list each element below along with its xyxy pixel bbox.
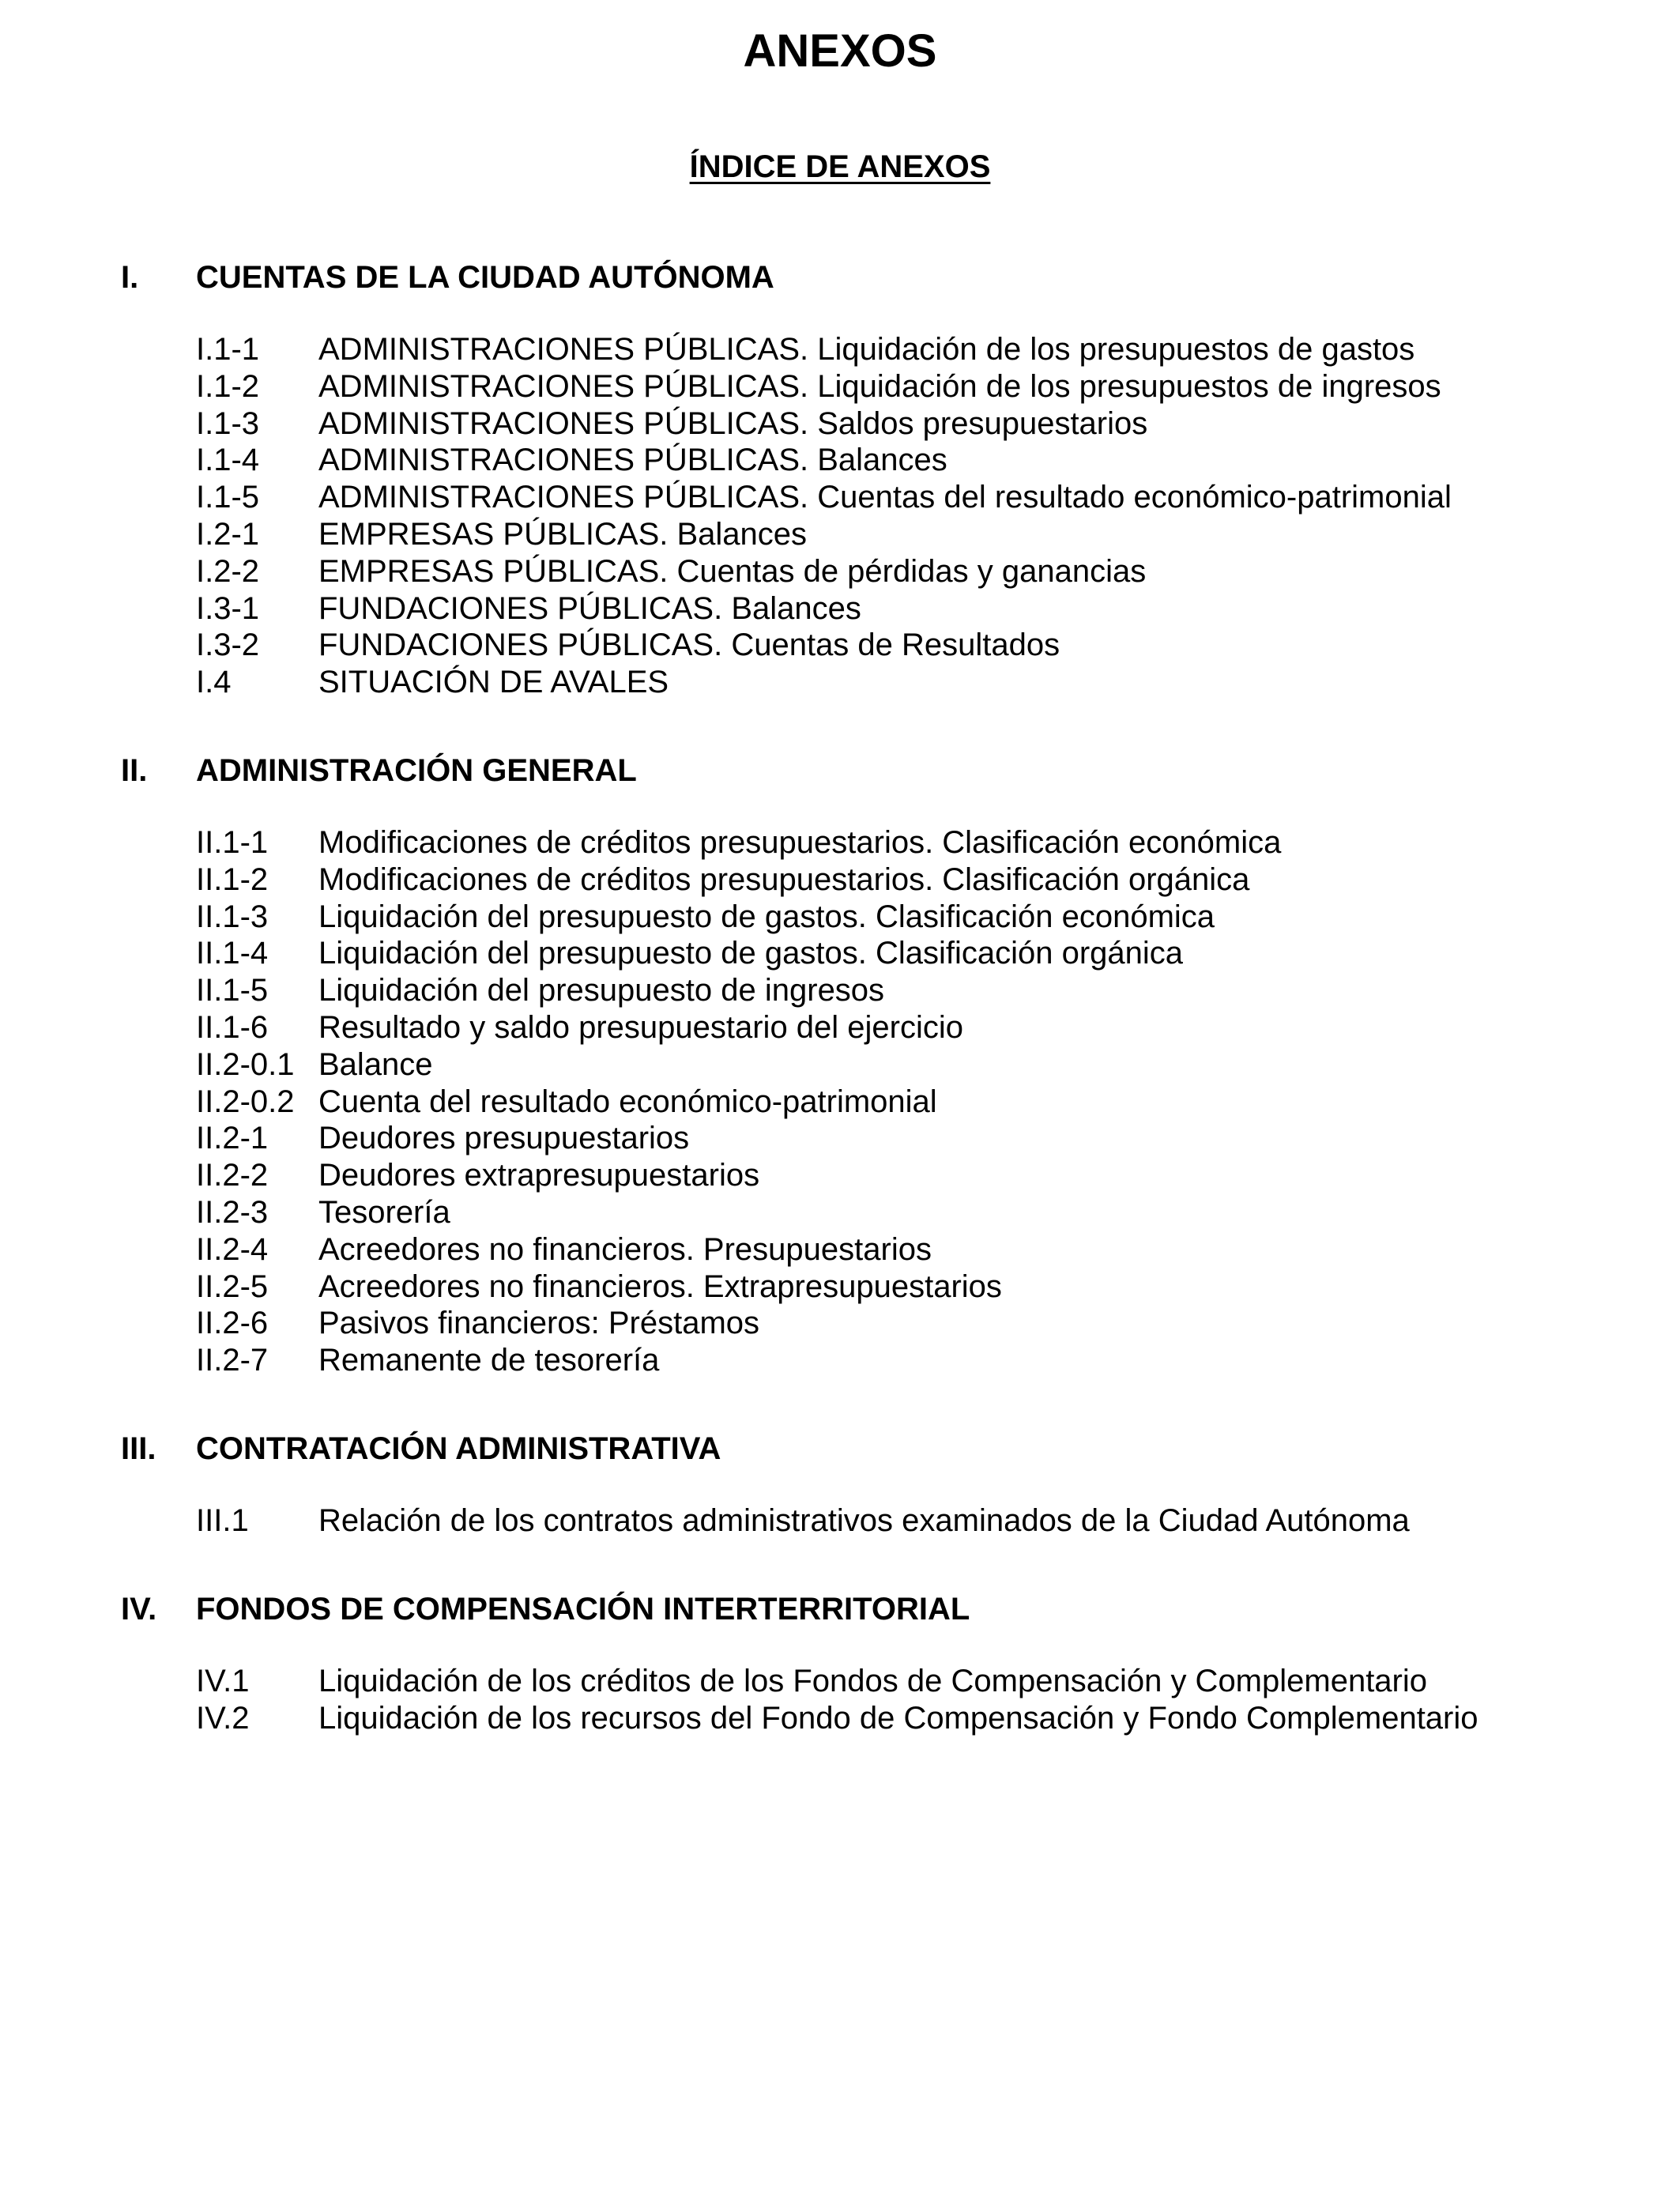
item-code: I.3-1 [196, 590, 260, 626]
item-code: I.3-2 [196, 628, 260, 663]
section-numeral: IV. [121, 1592, 157, 1627]
item-code: II.2-1 [196, 1121, 269, 1156]
item-description: Cuenta del resultado económico-patrimonial [318, 1084, 937, 1119]
item-description: Liquidación del presupuesto de gastos. Clasificación orgánica [318, 936, 1184, 971]
item-code: II.1-3 [196, 899, 269, 934]
item-description: EMPRESAS PÚBLICAS. Cuentas de pérdidas y ganancias [318, 553, 1147, 589]
section-title: CUENTAS DE LA CIUDAD AUTÓNOMA [196, 260, 774, 295]
item-description: SITUACIÓN DE AVALES [318, 665, 669, 700]
item-code: I.1-1 [196, 332, 260, 367]
item-description: ADMINISTRACIONES PÚBLICAS. Balances [318, 443, 947, 478]
item-code: II.2-3 [196, 1194, 269, 1230]
item-description: Liquidación de los recursos del Fondo de Compensación y Fondo Complementario [318, 1700, 1478, 1736]
item-code: II.2-6 [196, 1306, 269, 1341]
item-description: Deudores extrapresupuestarios [318, 1158, 760, 1193]
item-description: ADMINISTRACIONES PÚBLICAS. Cuentas del resultado económico-patrimonial [318, 480, 1452, 515]
index-subtitle [0, 147, 1680, 187]
item-description: FUNDACIONES PÚBLICAS. Balances [318, 590, 861, 626]
item-description: Remanente de tesorería [318, 1343, 660, 1378]
item-description: Balance [318, 1046, 433, 1082]
item-code: II.2-0.1 [196, 1046, 295, 1082]
item-code: II.2-5 [196, 1269, 269, 1304]
section-title: FONDOS DE COMPENSACIÓN INTERTERRITORIAL [196, 1592, 970, 1627]
item-description: Liquidación del presupuesto de gastos. Clasificación económica [318, 899, 1215, 934]
page-title: ANEXOS [743, 25, 937, 77]
index-subtitle-text: ÍNDICE DE ANEXOS [689, 149, 991, 184]
section-numeral: II. [121, 753, 148, 788]
section-title: ADMINISTRACIÓN GENERAL [196, 753, 637, 788]
item-description: ADMINISTRACIONES PÚBLICAS. Saldos presupuestarios [318, 405, 1148, 441]
item-code: I.2-1 [196, 516, 260, 552]
item-description: Pasivos financieros: Préstamos [318, 1306, 760, 1341]
item-description: Acreedores no financieros. Presupuestarios [318, 1231, 932, 1267]
item-code: IV.1 [196, 1664, 250, 1698]
section-numeral: III. [121, 1431, 156, 1466]
item-code: I.1-2 [196, 368, 260, 404]
item-code: II.1-1 [196, 825, 269, 860]
item-description: Liquidación del presupuesto de ingresos [318, 973, 885, 1008]
item-description: Deudores presupuestarios [318, 1121, 690, 1156]
item-description: Acreedores no financieros. Extrapresupuestarios [318, 1269, 1002, 1304]
item-code: IV.2 [196, 1700, 250, 1736]
item-description: Modificaciones de créditos presupuestarios. Clasificación económica [318, 825, 1282, 860]
item-code: II.2-7 [196, 1343, 269, 1378]
item-description: Modificaciones de créditos presupuestarios. Clasificación orgánica [318, 861, 1250, 897]
section-numeral: I. [121, 260, 139, 295]
item-code: II.1-5 [196, 973, 269, 1008]
item-description: ADMINISTRACIONES PÚBLICAS. Liquidación de los presupuestos de gastos [318, 332, 1415, 367]
item-code: I.4 [196, 665, 232, 700]
item-code: II.2-4 [196, 1231, 269, 1267]
item-code: II.2-2 [196, 1158, 269, 1193]
section-title: CONTRATACIÓN ADMINISTRATIVA [196, 1431, 721, 1466]
item-code: II.1-4 [196, 936, 269, 971]
item-description: FUNDACIONES PÚBLICAS. Cuentas de Resultados [318, 628, 1060, 663]
item-description: Tesorería [318, 1194, 450, 1230]
item-code: I.1-4 [196, 443, 260, 478]
item-code: I.1-3 [196, 405, 260, 441]
item-code: II.1-2 [196, 861, 269, 897]
item-code: II.2-0.2 [196, 1084, 295, 1119]
item-description: ADMINISTRACIONES PÚBLICAS. Liquidación de los presupuestos de ingresos [318, 368, 1441, 404]
item-code: I.2-2 [196, 553, 260, 589]
item-code: II.1-6 [196, 1009, 269, 1045]
item-description: Liquidación de los créditos de los Fondos de Compensación y Complementario [318, 1664, 1428, 1698]
item-code: III.1 [196, 1503, 249, 1538]
item-description: EMPRESAS PÚBLICAS. Balances [318, 516, 808, 552]
item-code: I.1-5 [196, 480, 260, 515]
item-description: Resultado y saldo presupuestario del ejercicio [318, 1009, 964, 1045]
item-description: Relación de los contratos administrativos examinados de la Ciudad Autónoma [318, 1503, 1410, 1538]
